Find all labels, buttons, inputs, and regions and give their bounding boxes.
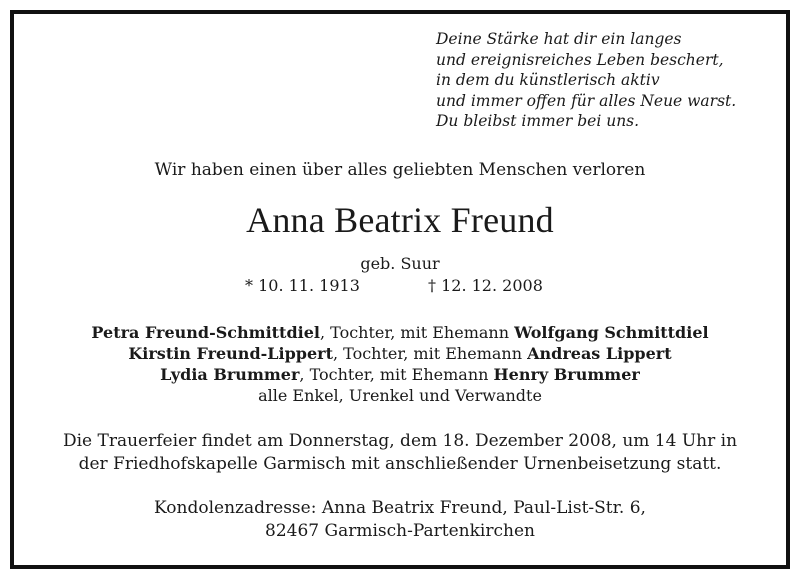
birth-name: geb. Suur	[360, 254, 440, 273]
mourner-line	[0, 364, 800, 385]
mourner-name: Petra Freund-Schmittdiel	[91, 323, 320, 342]
condolence-line: Kondolenzadresse: Anna Beatrix Freund, Paul-List-Str. 6,	[154, 498, 646, 518]
birth-date: * 10. 11. 1913	[245, 276, 360, 295]
mourner-spouse: Wolfgang Schmittdiel	[514, 323, 709, 342]
mourner-relation: , Tochter, mit Ehemann	[319, 323, 515, 342]
memorial-poem	[436, 29, 736, 132]
service-line: Die Trauerfeier findet am Donnerstag, dem 18. Dezember 2008, um 14 Uhr in	[62, 431, 738, 451]
mourner-relation: , Tochter, mit Ehemann	[332, 344, 528, 363]
service-line: der Friedhofskapelle Garmisch mit anschließender Urnenbeisetzung statt.	[78, 454, 722, 474]
death-date: † 12. 12. 2008	[428, 276, 543, 295]
life-dates	[0, 276, 800, 298]
condolence-line: 82467 Garmisch-Partenkirchen	[265, 521, 535, 541]
mourner-spouse: Henry Brummer	[493, 365, 640, 384]
deceased-name: Anna Beatrix Freund	[246, 200, 554, 240]
mourner-name: Lydia Brummer	[160, 365, 300, 384]
funeral-service-notice	[0, 430, 800, 476]
poem-line: Deine Stärke hat dir ein langes	[436, 30, 682, 48]
relatives-line: alle Enkel, Urenkel und Verwandte	[258, 386, 542, 405]
poem-line: in dem du künstlerisch aktiv	[436, 71, 660, 89]
poem-line: Du bleibst immer bei uns.	[436, 112, 640, 130]
mourners-list	[0, 322, 800, 406]
mourner-line	[0, 343, 800, 364]
condolence-address	[0, 497, 800, 543]
poem-line: und immer offen für alles Neue warst.	[436, 91, 737, 110]
mourner-name: Kirstin Freund-Lippert	[128, 344, 333, 363]
poem-line: und ereignisreiches Leben beschert,	[436, 50, 724, 69]
intro-text: Wir haben einen über alles geliebten Menschen verloren	[154, 160, 646, 180]
mourner-relation: , Tochter, mit Ehemann	[299, 365, 494, 384]
mourner-spouse: Andreas Lippert	[527, 344, 672, 363]
mourner-line	[0, 322, 800, 343]
